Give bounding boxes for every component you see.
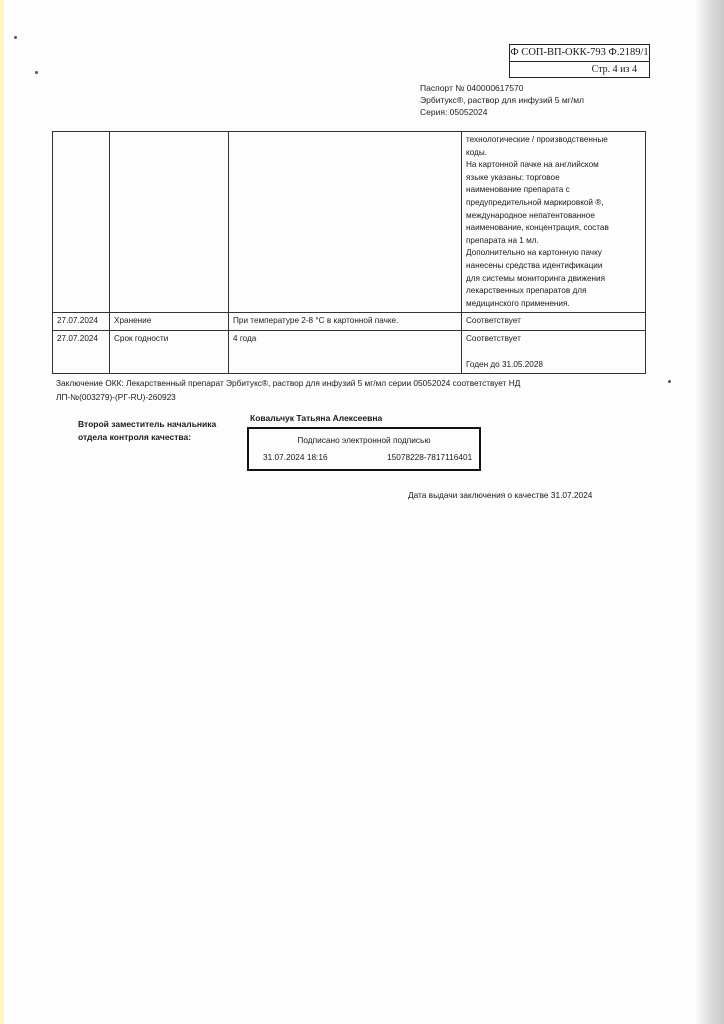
table-row (53, 313, 646, 331)
qc-conclusion (56, 376, 616, 404)
form-code: Ф СОП-ВП-ОКК-793 Ф.2189/1 (510, 45, 649, 62)
page-number: Стр. 4 из 4 (591, 64, 637, 75)
test-result: Соответствует (466, 333, 521, 343)
scan-edge-right (696, 0, 724, 1024)
signer-position: Второй заместитель начальника отдела контроля качества: (78, 419, 217, 442)
batch-series: Серия: 05052024 (420, 107, 488, 117)
table-row (53, 330, 646, 373)
scan-edge-left (0, 0, 4, 1024)
scan-speck (14, 36, 17, 39)
scan-speck (668, 380, 671, 383)
test-requirement: При температуре 2-8 °C в картонной пачке. (229, 313, 462, 331)
table-row (53, 132, 646, 313)
continued-result-text: технологические / производственные коды. На картонной пачке на английском языке указаны: торговое наименование препарата с предупредительной маркировкой ®, международное непатентованное наименование, концентрация, состав препарата на 1 мл. Дополнительно на картонную пачку нанесены средства идентификации для системы мониторинга движения лекарственных препаратов для медицинского применения. (466, 135, 609, 308)
test-requirement: 4 года (229, 330, 462, 373)
signer-name: Ковальчук Татьяна Алексеевна (250, 413, 383, 423)
test-results-table (52, 131, 646, 374)
scan-speck (35, 71, 38, 74)
form-code-box (509, 44, 650, 78)
valid-until: Годен до 31.05.2028 (466, 359, 543, 369)
test-date: 27.07.2024 (53, 313, 110, 331)
esignature-certificate-id: 15078228-7817116401 (387, 452, 473, 462)
conclusion-line: ЛП-№(003279)-(РГ-RU)-260923 (56, 392, 176, 402)
passport-header (420, 82, 584, 118)
esignature-datetime: 31.07.2024 18:16 (263, 452, 328, 462)
test-result: Соответствует (462, 313, 646, 331)
test-parameter: Хранение (110, 313, 229, 331)
issue-date: Дата выдачи заключения о качестве 31.07.2024 (408, 490, 593, 500)
electronic-signature-stamp (247, 427, 481, 471)
product-name: Эрбитукс®, раствор для инфузий 5 мг/мл (420, 95, 585, 105)
test-parameter: Срок годности (110, 330, 229, 373)
conclusion-line: Заключение ОКК: Лекарственный препарат Эрбитукс®, раствор для инфузий 5 мг/мл серии 05052024 соответствует НД (56, 378, 521, 388)
test-date: 27.07.2024 (53, 330, 110, 373)
passport-number: Паспорт № 040000617570 (420, 83, 524, 93)
esignature-title: Подписано электронной подписью (297, 435, 431, 445)
